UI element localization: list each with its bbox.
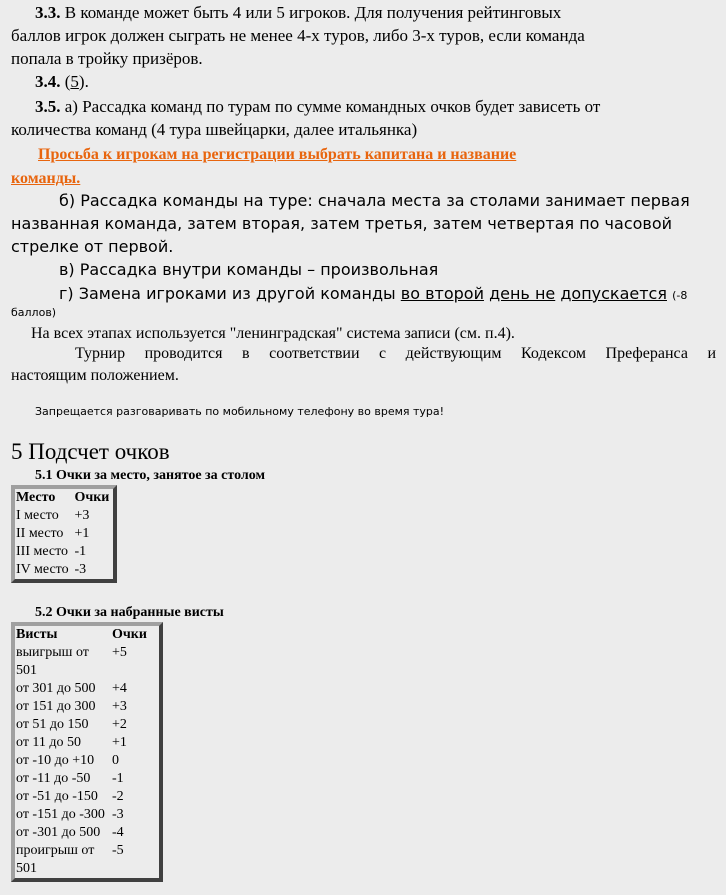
table-cell: +2 bbox=[112, 717, 127, 732]
rule-text: названная команда, затем вторая, затем третья, затем четвертая по часовой bbox=[11, 214, 673, 233]
rule-3-4 bbox=[11, 70, 716, 93]
table-cell: IV место bbox=[16, 562, 69, 577]
table-cell: от -11 до -50 bbox=[16, 771, 91, 786]
table-cell: от 51 до 150 bbox=[16, 717, 89, 732]
table-cell: проигрыш от 501 bbox=[16, 843, 95, 876]
table-cell: +1 bbox=[74, 526, 90, 541]
table-cell: +3 bbox=[74, 508, 90, 523]
rule-text: В команде может быть 4 или 5 игроков. Для получения рейтинговых bbox=[64, 3, 562, 22]
table-cell: -3 bbox=[112, 807, 124, 822]
rule-number: 3.5. bbox=[35, 97, 61, 116]
table-cell: +4 bbox=[112, 681, 127, 696]
table-row bbox=[15, 770, 159, 788]
underlined-text: допускается bbox=[560, 284, 667, 303]
table-row bbox=[15, 734, 159, 752]
table-header: Место bbox=[16, 490, 56, 505]
table-cell: от -10 до +10 bbox=[16, 753, 95, 768]
penalty-note-cont: баллов) bbox=[11, 306, 57, 319]
table-row bbox=[15, 680, 159, 698]
rule-number: 3.3. bbox=[35, 3, 61, 22]
table-cell: -1 bbox=[74, 544, 87, 559]
rule-text: баллов игрок должен сыграть не менее 4-х туров, либо 3-х туров, если команда bbox=[11, 26, 585, 45]
rule-3-5 bbox=[11, 95, 716, 141]
rule-g bbox=[59, 282, 716, 307]
table-cell: +5 bbox=[112, 645, 127, 660]
rule-b bbox=[11, 189, 716, 258]
table-row bbox=[15, 716, 159, 734]
rule-text: г) Замена игроками из другой команды bbox=[59, 284, 396, 303]
rule-3-4-link[interactable]: 5 bbox=[70, 72, 79, 91]
rule-3-3 bbox=[11, 1, 716, 70]
table-cell: выигрыш от 501 bbox=[16, 645, 89, 678]
table-row bbox=[15, 824, 159, 842]
rule-v: в) Рассадка внутри команды – произвольная bbox=[59, 260, 439, 279]
table-cell: -5 bbox=[112, 843, 124, 858]
table-cell: +1 bbox=[112, 735, 127, 750]
paren-close: ). bbox=[78, 72, 89, 91]
table-cell: от 11 до 50 bbox=[16, 735, 82, 750]
table-cell: от -151 до -300 bbox=[16, 807, 105, 822]
table-header: Висты bbox=[16, 627, 58, 642]
table-cell: от 301 до 500 bbox=[16, 681, 96, 696]
table-cell: 0 bbox=[112, 753, 119, 768]
table-cell: от 151 до 300 bbox=[16, 699, 96, 714]
table-cell: I место bbox=[16, 508, 59, 523]
rule-text: а) Рассадка команд по турам по сумме командных очков будет зависеть от bbox=[64, 97, 601, 116]
place-points-table bbox=[11, 485, 117, 583]
codex-note-line2: настоящим положением. bbox=[11, 367, 179, 384]
table-cell: II место bbox=[16, 526, 64, 541]
section-5-2-title: 5.2 Очки за набранные висты bbox=[35, 605, 224, 620]
table-cell: +3 bbox=[112, 699, 127, 714]
table-row bbox=[15, 788, 159, 806]
whist-points-table bbox=[11, 622, 163, 882]
table-cell: -2 bbox=[112, 789, 124, 804]
table-header-row bbox=[15, 489, 113, 507]
paren-open: ( bbox=[64, 72, 71, 91]
leningrad-note: На всех этапах используется "ленинградская" система записи (см. п.4). bbox=[31, 325, 515, 342]
table-row bbox=[15, 806, 159, 824]
table-cell: -1 bbox=[112, 771, 124, 786]
request-link-cont[interactable]: команды. bbox=[11, 170, 81, 187]
rule-text: попала в тройку призёров. bbox=[11, 49, 203, 68]
table-cell: -4 bbox=[112, 825, 124, 840]
section-5-title: 5 Подсчет очков bbox=[11, 439, 170, 464]
table-row bbox=[15, 561, 113, 579]
registration-request bbox=[11, 142, 716, 190]
table-row bbox=[15, 752, 159, 770]
rule-text: стрелке от первой. bbox=[11, 237, 174, 256]
table-row bbox=[15, 644, 159, 680]
table-cell: III место bbox=[16, 544, 69, 559]
table-row bbox=[15, 543, 113, 561]
table-cell: -3 bbox=[74, 562, 87, 577]
table-header-row bbox=[15, 626, 159, 644]
rule-text: б) Рассадка команды на туре: сначала места за столами занимает первая bbox=[59, 191, 690, 210]
table-header: Очки bbox=[74, 490, 110, 505]
phone-warning: Запрещается разговаривать по мобильному телефону во время тура! bbox=[35, 405, 445, 418]
table-row bbox=[15, 507, 113, 525]
section-5-1-title: 5.1 Очки за место, занятое за столом bbox=[35, 468, 266, 483]
table-row bbox=[15, 698, 159, 716]
rule-text: количества команд (4 тура швейцарки, далее итальянка) bbox=[11, 120, 418, 139]
underlined-text: день не bbox=[489, 284, 556, 303]
underlined-text: во второй bbox=[400, 284, 484, 303]
table-row bbox=[15, 525, 113, 543]
table-cell: от -301 до 500 bbox=[16, 825, 101, 840]
table-cell: от -51 до -150 bbox=[16, 789, 98, 804]
rule-number: 3.4. bbox=[35, 72, 61, 91]
penalty-note: (-8 bbox=[672, 289, 688, 302]
table-row bbox=[15, 842, 159, 878]
request-link[interactable]: Просьба к игрокам на регистрации выбрать капитана и название bbox=[38, 146, 517, 163]
table-header: Очки bbox=[112, 627, 147, 642]
codex-note-line1: Турнир проводится в соответствии с действующим Кодексом Преферанса и bbox=[75, 345, 716, 362]
